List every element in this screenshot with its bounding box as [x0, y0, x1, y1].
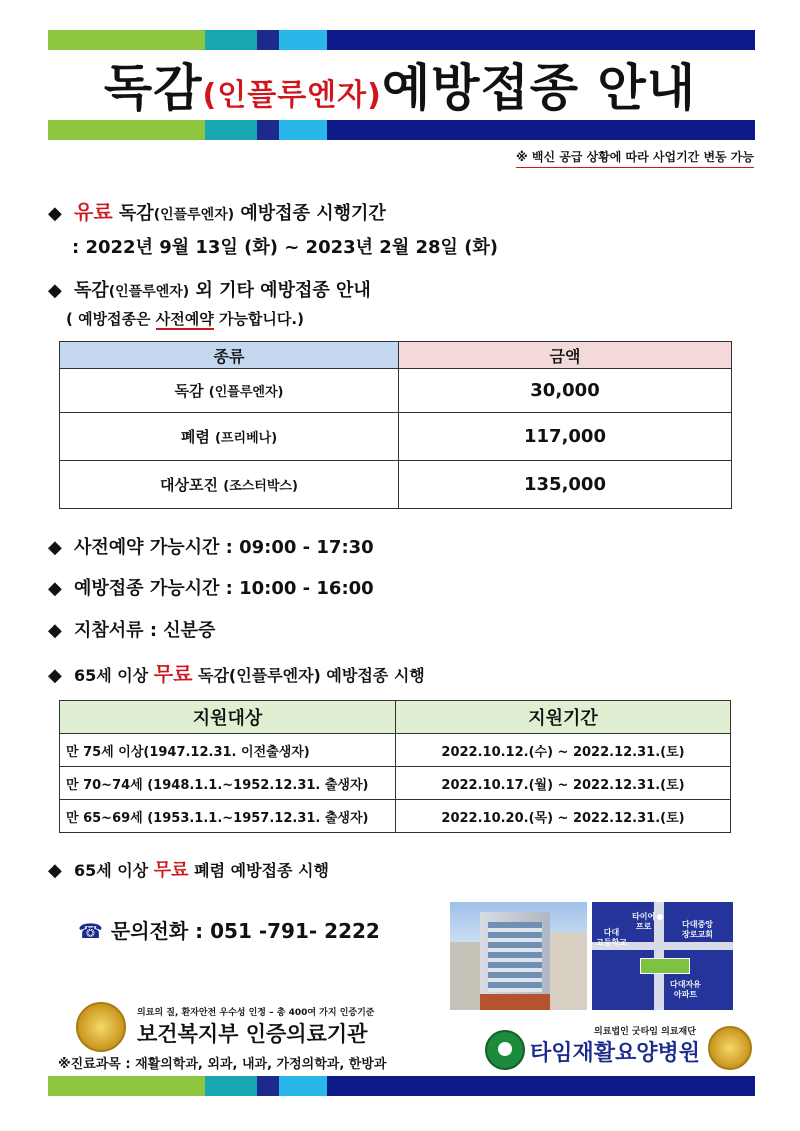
vaccine-detail: (인플루엔자)	[208, 385, 284, 400]
support-target: 만 70~74세 (1948.1.1.~1952.12.31. 출생자)	[60, 767, 396, 800]
bottom-color-bar	[48, 1076, 755, 1096]
diamond-bullet-icon: ◆	[48, 203, 62, 224]
supply-notice: ※ 백신 공급 상황에 따라 사업기간 변동 가능	[516, 148, 754, 168]
reservation-hours: ◆ 사전예약 가능시간 : 09:00 - 17:30	[48, 537, 374, 558]
price-header-amount: 금액	[399, 342, 732, 369]
diamond-bullet-icon: ◆	[48, 578, 62, 599]
support-target: 만 75세 이상(1947.12.31. 이전출생자)	[60, 734, 396, 767]
price-table	[59, 341, 732, 509]
vaccine-name: 대상포진	[160, 476, 219, 494]
contact-phone: ☎ 문의전화 : 051 -791- 2222	[78, 919, 380, 943]
vaccine-detail: (프리베나)	[215, 431, 278, 446]
hospital-foundation: 의료법인 굿타임 의료재단	[594, 1027, 696, 1037]
vaccination-hours: ◆ 예방접종 가능시간 : 10:00 - 16:00	[48, 578, 374, 599]
required-documents: ◆ 지참서류 : 신분증	[48, 620, 216, 641]
quality-medal-icon	[708, 1026, 752, 1070]
table-row	[60, 767, 731, 800]
hospital-name: 타임재활요양병원	[530, 1041, 701, 1066]
table-row	[60, 734, 731, 767]
vaccine-name: 폐렴	[180, 428, 210, 446]
table-row	[60, 413, 732, 461]
support-period: 2022.10.20.(목) ~ 2022.12.31.(토)	[396, 800, 731, 833]
vaccine-detail: (조스터박스)	[223, 479, 298, 494]
paid-period-heading: ◆ 유료 독감(인플루엔자) 예방접종 시행기간	[48, 200, 386, 224]
certification-medal-icon	[76, 1002, 126, 1052]
vaccine-name: 독감	[174, 382, 204, 400]
diamond-bullet-icon: ◆	[48, 537, 62, 558]
vaccine-amount: 135,000	[399, 461, 732, 509]
support-period: 2022.10.17.(월) ~ 2022.12.31.(토)	[396, 767, 731, 800]
location-map: 타이어 프로 다대중앙 장로교회 다대 고등학교 다대자유 아파트	[592, 902, 733, 1010]
support-table	[59, 700, 731, 833]
price-header-kind: 종류	[60, 342, 399, 369]
hospital-building-photo	[450, 902, 587, 1010]
title-underline-bar	[48, 120, 755, 140]
certification-line: 의료의 질, 환자안전 우수성 인정 – 총 400여 가지 인증기준	[137, 1008, 375, 1018]
certification-title: 보건복지부 인증의료기관	[137, 1022, 368, 1046]
table-row	[60, 369, 732, 413]
departments: ※진료과목 : 재활의학과, 외과, 내과, 가정의학과, 한방과	[58, 1057, 387, 1072]
diamond-bullet-icon: ◆	[48, 665, 62, 686]
free-pneumonia-heading: ◆ 65세 이상 무료 폐렴 예방접종 시행	[48, 860, 329, 881]
vaccine-amount: 30,000	[399, 369, 732, 413]
vaccine-amount: 117,000	[399, 413, 732, 461]
table-row	[60, 800, 731, 833]
hospital-logo-icon	[485, 1030, 525, 1070]
table-row	[60, 461, 732, 509]
telephone-icon: ☎	[78, 919, 103, 943]
diamond-bullet-icon: ◆	[48, 860, 62, 881]
top-color-bar	[48, 30, 755, 50]
support-period: 2022.10.12.(수) ~ 2022.12.31.(토)	[396, 734, 731, 767]
paid-period-dates: : 2022년 9월 13일 (화) ~ 2023년 2월 28일 (화)	[72, 237, 499, 258]
page-title: 독감(인플루엔자)예방접종 안내	[103, 59, 697, 117]
diamond-bullet-icon: ◆	[48, 280, 62, 301]
support-header-period: 지원기간	[396, 701, 731, 734]
support-target: 만 65~69세 (1953.1.1.~1957.12.31. 출생자)	[60, 800, 396, 833]
reservation-note: ( 예방접종은 사전예약 가능합니다.)	[66, 310, 304, 328]
other-vaccines-heading: ◆ 독감(인플루엔자) 외 기타 예방접종 안내	[48, 280, 371, 301]
diamond-bullet-icon: ◆	[48, 620, 62, 641]
support-header-target: 지원대상	[60, 701, 396, 734]
free-flu-heading: ◆ 65세 이상 무료 독감(인플루엔자) 예방접종 시행	[48, 662, 425, 686]
